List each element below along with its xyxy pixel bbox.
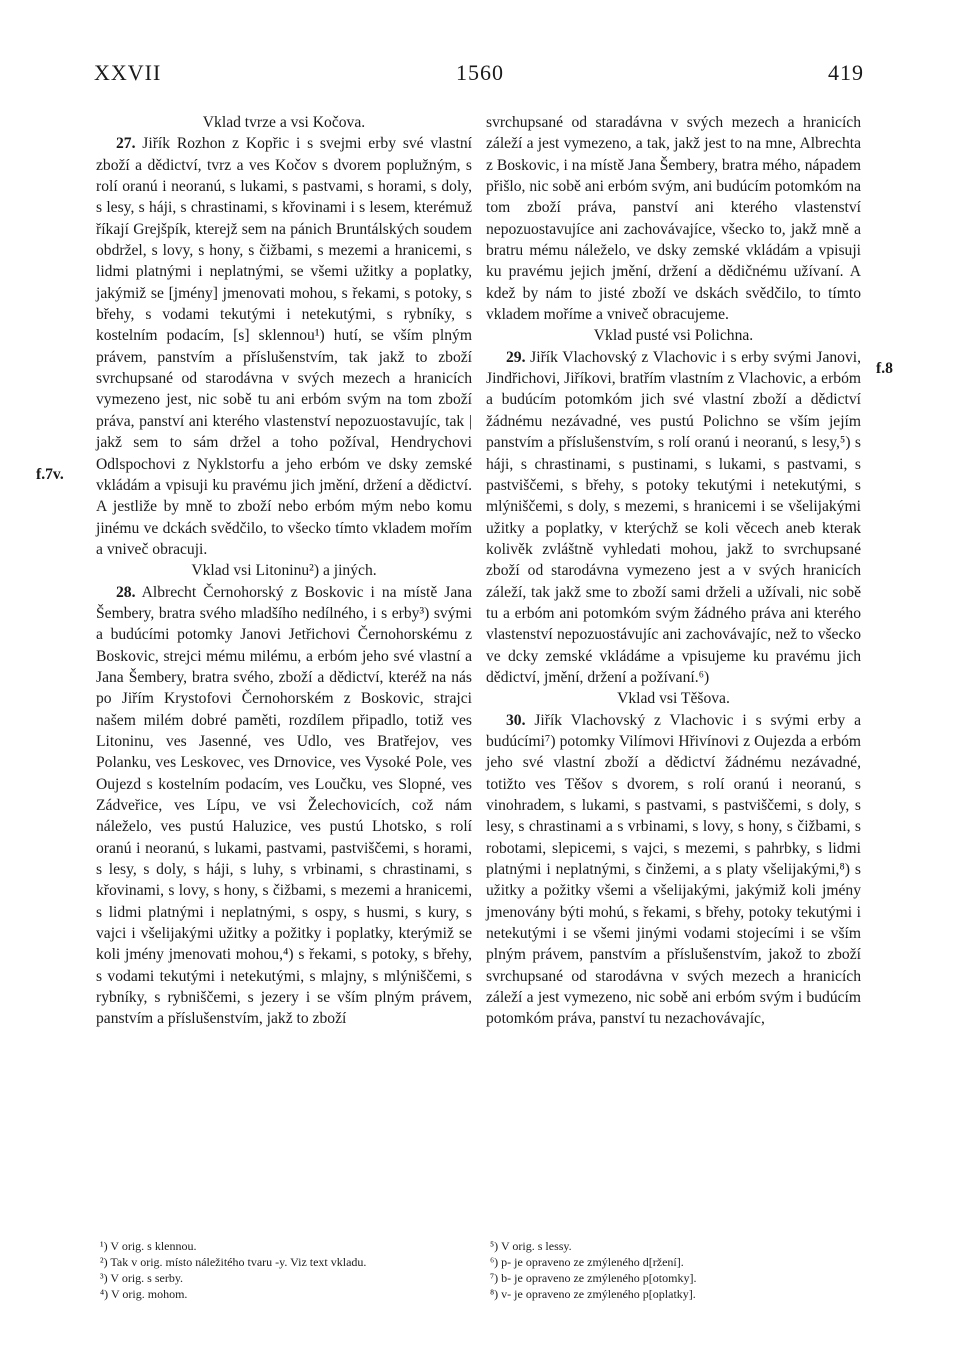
- margin-note-folio-right: f.8: [876, 360, 893, 377]
- footnotes-right: [486, 1238, 861, 1302]
- entry-number: 29.: [506, 348, 526, 366]
- footnote: ²) Tak v orig. místo náležitého tvaru -y. Viz text vkladu.: [100, 1255, 367, 1269]
- section-heading: Vklad tvrze a vsi Kočova.: [202, 114, 366, 131]
- entry-28-continuation: svrchupsané od staradávna v svých mezech a hranicích záleží a jest vymezeno, a tak, jakž jest to na mne, Albrechta z Boskovic, i na místě Jana Šembery, bratra mého, nápadem přišlo, nic sobě ani erbóm svým, ani budúcím potomkóm na tom zboží práva, panství ani kterého vlastenství nepozuostavujíce ani zachovávajíce, všecko to, jakž mně a bratru mému náleželo, ve dsky zemské vkládám a vpisuji ku pravému jejich jmění, držení a dědičnému užívaní. A kdež by nám to jisté zboží ve dskách svědčilo, to tímto vkladem moříme a vniveč obracujeme.: [486, 114, 861, 324]
- page-number: 419: [828, 60, 864, 85]
- entry-text: Jiřík Vlachovský z Vlachovic i s erby svými Janovi, Jindřichovi, Jiříkovi, bratřím vlastním z Vlachovic, a erbóm a budúcím potomkóm jich své vlastní zboží a dědictví žádnému nezávadné, ves pustú Polichno se vším jejím panstvím a příslušenstvím, s rolí oranú i neoranú, s lesy,⁵) s háji, s chrastinami, s pustinami, s lukami, s pastvami, s pastviščemi, s břehy, s potoky tekutými i netekutými, s mlýniščemi, s doly, s mezemi, s hranicemi i se všelijakými užitky a poplatky, v kterýchž se koli věcech aneb kterak kolivěk zvláštně vyhledati mohou, jakž to svrchupsané zboží od starodávna vymezeno jest a v svých hranicích záleží, tak jakž sme to zboží sami drželi a užívali, nic sobě tu a erbóm ani potomkóm svým žádného práva ani kterého vlastenství nepozuostávujíc ani zachovávajíc, než to všecko ve dcky zemské vkládáme a vpisujeme ku pravému jich dědictví, jmění, držení a požívaní.⁶): [486, 348, 861, 686]
- entry-30: [486, 710, 861, 1030]
- entry-text: Albrecht Černohorský z Boskovic i na místě Jana Šembery, bratra svého mladšího nedílného, i s erby³) svými a budúcími potomky Janovi Jetřichovi Černohorskému z Boskovic, strejci mému milému, a erbóm jeho své vlastní a Jana Šembery, bratra svého, zboží a dědictví, kteréž na nás po Jiřím Krystofovi Černohorském z Boskovic, strajci našem milém dobré paměti, rozdílem připadlo, totiž ves Litoninu, ves Jasenné, ves Udlo, ves Bratřejov, ves Polanku, ves Leskovec, ves Drnovice, ves Vysoké Pole, ves Oujezd s kostelním podacím, ves Loučku, ves Slopné, ves Zádveřice, ves Lípu, ve vsi Želechovicích, což nám náleželo, ves pustú Haluzice, ves pustú Lhotsko, s rolí oranú i neoranú, s lukami, pastvami, pastviščemi, s horami, s lesy, s doly, s háji, s luhy, s vrbinami, s chrastinami, s křovinami, s lovy, s hony, s čižbami, s mezemi a hranicemi, s lidmi platnými i neplatnými, s ospy, s husmi, s kury, s vajci i všelijakými užitky a požitky i poplatky, kterýmiž se koli jmény jmenovati mohou,⁴) s řekami, s potoky, s břehy, s vodami tekutými i netekutými, s mlajny, s mlýniščemi, s rybníky, s rybniščemi, s jezery i se vším plným právem, panstvím a příslušenstvím, jakž to zboží: [96, 583, 472, 1028]
- entry-28: [96, 582, 472, 1030]
- entry-text: Jiřík Vlachovský z Vlachovic i s svými erby a budúcími⁷) potomky Vilímovi Hřivínovi z Oujezda a erbóm jeho své vlastní zboží a dědictví žádnému nezávadné, totižto ves Těšov s dvorem, s rolí oranú i neoranú, s vinohradem, s lukami, s pastvami, s pastviščemi, s doly, s lesy, s chrastinami a s vrbinami, s lovy, s hony, s čižbami, s robotami, slepicemi, s vajci, s mezemi, s pahrbky, s lidmi platnými i neplatnými, s činžemi, a s platy všelijakými,⁸) s užitky a požitky všemi a všelijakými, jakýmiž koli jmény jmenovány býti mohú, s řekami, s břehy, potoky tekutými i netekutými i se všemi jinými vodami stojecími i se vším plným právem, panstvím a příslušenstvím, jakož to zboží svrchupsané od starodávna v svých mezech a hranicích záleží a jest vymezeno, nic sobě ani erbóm svým i budúcím potomkóm práva, panství tu nezachovávajíc,: [486, 711, 861, 1028]
- entry-text: Jiřík Rozhon z Kopřic i s svejmi erby své vlastní zboží a dědictví, tvrz a ves Kočov s dvorem poplužným, s rolí oranú i neoranú, s lukami, s pastvami, s horami, s doly, s lesy, s háji, s chrastinami, s křovinami i s lesem, kterémuž říkají Grejšpík, kterejž sem na pánich Bruntálských soudem obdržel, s lovy, s hony, s čižbami, s mezemi a hranicemi, s lidmi platnými i neplatnými, se všemi užitky a poplatky, jakýmiž se [jmény] jmenovati mohou, s řekami, s potoky, s břehy, s vodami tekutými i netekutými, s rybníky, s kostelním podacím, [s] sklennou¹) hutí, se vším plným právem, panstvím a příslušenstvím, tak jakž to zboží svrchupsané od starodávna v svých mezech a hranicích vymezeno jest, nic sobě tu ani erbóm svým na tom zboží práva, panství ani kterého vlastenství nepozuostavujíc, tak | jakž sem to sám držel a toho požíval, Hendrychovi Odlspochovi z Nyklstorfu a jeho erbóm ve dsky zemské vkládám a vpisuji ku pravému jich jmění, držení a dědictví. A jestliže by mně to zboží nebo erbóm mým nebo komu jinému ve dckách svědčilo, to všecko tímto vkladem mořím a vniveč obracuji.: [96, 135, 472, 558]
- left-column: [96, 112, 472, 1030]
- right-column: [486, 112, 861, 1030]
- entry-29: [486, 347, 861, 689]
- footnote: ³) V orig. s serby.: [100, 1271, 184, 1285]
- section-heading: Vklad vsi Litoninu²) a jiných.: [191, 562, 377, 580]
- section-heading: Vklad vsi Těšova.: [617, 690, 730, 708]
- entry-number: 28.: [116, 583, 136, 601]
- footnote: ⁴) V orig. mohom.: [100, 1287, 188, 1301]
- entry-number: 30.: [506, 711, 526, 729]
- page-year: 1560: [456, 60, 504, 85]
- chapter-number: XXVII: [94, 60, 162, 85]
- section-heading: Vklad pusté vsi Polichna.: [593, 327, 754, 345]
- footnote: ⁸) v- je opraveno ze zmýleného p[oplatky].: [490, 1287, 696, 1301]
- footnotes-left: [96, 1238, 472, 1302]
- entry-27: [96, 133, 472, 560]
- entry-number: 27.: [116, 135, 136, 153]
- footnote: ⁶) p- je opraveno ze zmýleného d[ržení].: [490, 1255, 684, 1269]
- footnote: ⁷) b- je opraveno ze zmýleného p[otomky].: [490, 1271, 697, 1285]
- footnote: ⁵) V orig. s lessy.: [490, 1239, 572, 1253]
- margin-note-folio-left: f.7v.: [36, 466, 64, 483]
- footnote: ¹) V orig. s klennou.: [100, 1239, 197, 1253]
